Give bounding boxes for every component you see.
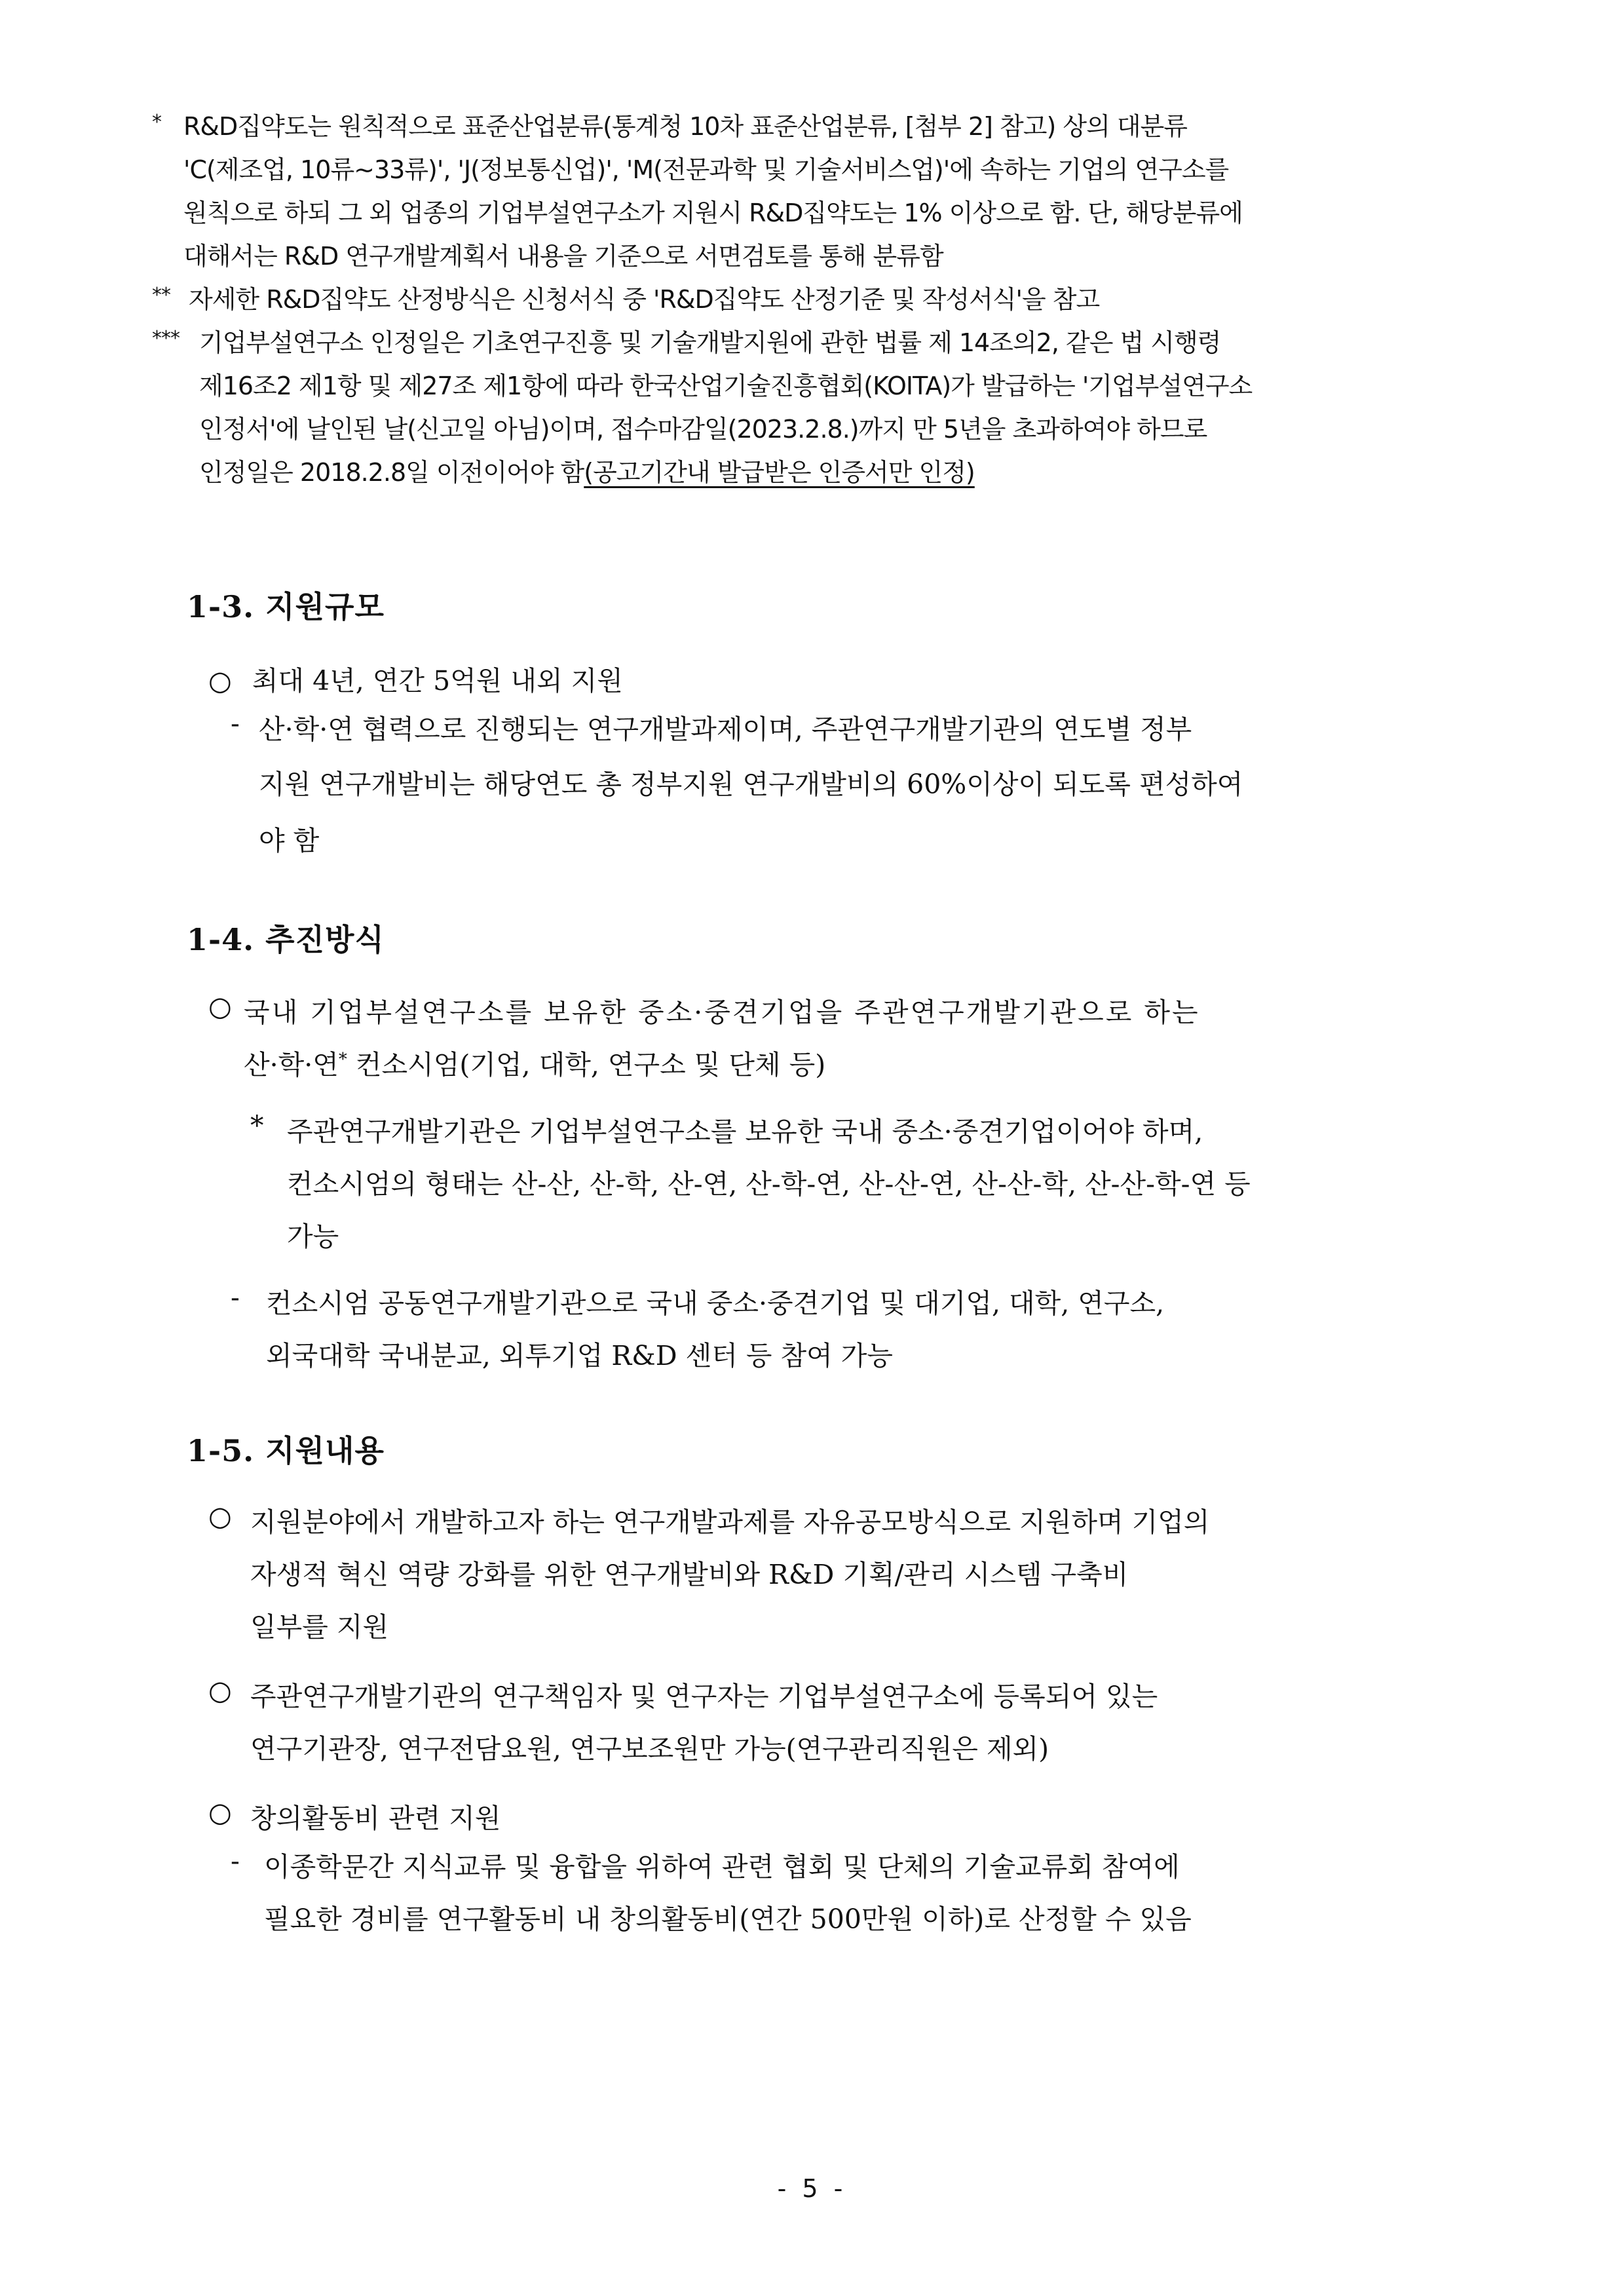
section-title-1-5: 1-5. 지원내용 [187,1433,385,1468]
bullet-text: 주관연구개발기관의 연구책임자 및 연구자는 기업부설연구소에 등록되어 있는 [250,1681,1158,1712]
footnote-line [152,321,1462,364]
section-title-1-3: 1-3. 지원규모 [187,589,385,624]
bullet-text: 지원분야에서 개발하고자 하는 연구개발과제를 자유공모방식으로 지원하며 기업의 [250,1506,1210,1538]
footnote-text: 인정서'에 날인된 날(신고일 아님)이며, 접수마감일(2023.2.8.)까지 만 5년을 초과하여야 하므로 [199,415,1207,444]
note-line: 가능 [287,1221,339,1252]
bullet-text-part: 컨소시엄(기업, 대학, 연구소 및 단체 등) [347,1049,826,1081]
note-line: 주관연구개발기관은 기업부설연구소를 보유한 국내 중소·중견기업이어야 하며, [287,1116,1203,1147]
note-mark: * [250,1110,264,1141]
footnote-line [152,235,1462,278]
sub-item-line: 외국대학 국내분교, 외투기업 R&D 센터 등 참여 가능 [266,1340,894,1371]
footnotes [152,105,1462,494]
footnote-line [152,148,1462,191]
sub-item-line: 지원 연구개발비는 해당연도 총 정부지원 연구개발비의 60%이상이 되도록 편성하여 [259,769,1243,800]
note-line: 컨소시엄의 형태는 산-산, 산-학, 산-연, 산-학-연, 산-산-연, 산-산-학, 산-산-학-연 등 [287,1168,1251,1200]
footnote-line [152,408,1462,451]
sub-item-line: 산·학·연 협력으로 진행되는 연구개발과제이며, 주관연구개발기관의 연도별 정부 [259,714,1192,745]
circle-bullet-icon: ○ [208,1675,232,1706]
bullet-item [208,659,623,698]
footnote-text: 기업부설연구소 인정일은 기초연구진흥 및 기술개발지원에 관한 법률 제 14조의2, 같은 법 시행령 [199,328,1221,357]
footnote-line [152,191,1462,235]
bullet-text: 일부를 지원 [250,1611,389,1643]
section-title-1-4: 1-4. 추진방식 [187,922,385,957]
circle-bullet-icon: ○ [208,1797,232,1828]
circle-bullet-icon: ○ [208,991,232,1022]
footnote-mark: * [152,111,161,134]
bullet-text: 자생적 혁신 역량 강화를 위한 연구개발비와 R&D 기획/관리 시스템 구축비 [250,1559,1129,1590]
bullet-text: 연구기관장, 연구전담요원, 연구보조원만 가능(연구관리직원은 제외) [250,1733,1049,1765]
footnote-text: 제16조2 제1항 및 제27조 제1항에 따라 한국산업기술진흥협회(KOITA)가 발급하는 '기업부설연구소 [199,372,1253,400]
footnote-text: 원칙으로 하되 그 외 업종의 기업부설연구소가 지원시 R&D집약도는 1% 이상으로 함. 단, 해당분류에 [183,199,1243,227]
footnote-text-plain: 인정일은 2018.2.8일 이전이어야 함 [199,458,584,487]
footnote-line [152,278,1462,321]
footnote-text-underlined: (공고기간내 발급받은 인증서만 인정) [584,458,975,487]
circle-bullet-icon: ○ [208,665,232,697]
page-number: - 5 - [777,2174,847,2203]
bullet-text: 창의활동비 관련 지원 [250,1803,501,1834]
footnote-text: 'C(제조업, 10류∼33류)', 'J(정보통신업)', 'M(전문과학 및 기술서비스업)'에 속하는 기업의 연구소를 [183,155,1229,184]
footnote-line [152,451,1462,494]
sub-item-line: 야 함 [259,825,320,856]
dash-mark: - [231,1845,240,1877]
sub-item-line: 이종학문간 지식교류 및 융합을 위하여 관련 협회 및 단체의 기술교류회 참여에 [264,1851,1180,1883]
footnote-mark: ** [152,284,170,307]
footnote-text [199,451,975,494]
footnote-line [152,105,1462,148]
bullet-text: 최대 4년, 연간 5억원 내외 지원 [252,665,623,697]
circle-bullet-icon: ○ [208,1501,232,1532]
footnote-text: R&D집약도는 원칙적으로 표준산업분류(통계청 10차 표준산업분류, [첨부 2] 참고) 상의 대분류 [183,112,1187,141]
footnote-text: 자세한 R&D집약도 산정방식은 신청서식 중 'R&D집약도 산정기준 및 작성서식'을 참고 [189,285,1100,314]
footnote-text: 대해서는 R&D 연구개발계획서 내용을 기준으로 서면검토를 통해 분류함 [183,242,943,271]
asterisk-mark: * [338,1050,347,1069]
footnote-line [152,364,1462,408]
bullet-text: 국내 기업부설연구소를 보유한 중소·중견기업을 주관연구개발기관으로 하는 [244,997,1200,1028]
bullet-text-part: 산·학·연 [244,1049,339,1081]
bullet-text [244,1043,825,1082]
dash-mark: - [231,1282,240,1313]
sub-item-line: 필요한 경비를 연구활동비 내 창의활동비(연간 500만원 이하)로 산정할 수 있음 [264,1904,1192,1935]
footnote-mark: *** [152,327,179,350]
dash-mark: - [231,708,240,739]
sub-item-line: 컨소시엄 공동연구개발기관으로 국내 중소·중견기업 및 대기업, 대학, 연구소, [266,1288,1165,1319]
